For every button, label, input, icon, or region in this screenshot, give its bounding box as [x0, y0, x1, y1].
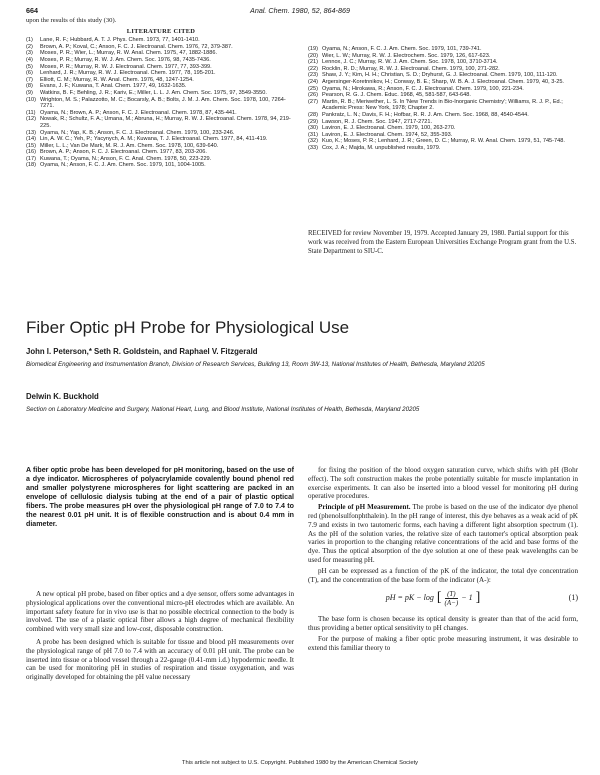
body-paragraph: for fixing the position of the blood oxygen saturation curve, which shifts with pH (Bohr effect). The soft construction makes the probe potentially suitable for muscle implantation in exercise experiments. It can also be inserted into a blood vessel for monitoring pH during operative procedures.	[308, 466, 578, 501]
reference-text: Watkins, B. F.; Behling, J. R.; Kariv, E.; Miller, L. L. J. Am. Chem. Soc. 1975, 97, 3549-3550.	[40, 89, 267, 96]
body-paragraph: pH can be expressed as a function of the pK of the indicator, the total dye concentration (T), and the concentration of the base form of the indicator (A-):	[308, 566, 578, 584]
reference-number: (5)	[26, 63, 33, 70]
reference-text: Oyama, N.; Anson, F. C. J. Am. Chem. Soc. 1979, 101, 739-741.	[322, 46, 482, 52]
reference-number: (28)	[308, 111, 318, 118]
reference-item	[26, 64, 296, 71]
section-text: The probe is based on the use of the indicator dye phenol red (phenolsulfonphthalein). In the pH range of interest, this dye behaves as a weak acid of pK 7.9 and exists in two tautomeric forms, each having a different light absorption spectrum (1). As the pH of the solution varies, the relative size of each tautomer's optical absorption peak varies in proportion to the changing relative concentrations of the acid and base forms of the dye. Thus the optical absorption of the dye solution at one of these peak wavelengths can be used for measuring pH.	[308, 503, 578, 564]
reference-item	[308, 59, 578, 66]
lead-text: upon the results of this study (30).	[26, 17, 117, 24]
reference-number: (29)	[308, 118, 318, 125]
reference-number: (33)	[308, 144, 318, 151]
literature-cited-heading: LITERATURE CITED	[126, 27, 196, 35]
reference-item	[26, 136, 296, 143]
reference-item	[308, 99, 578, 112]
reference-text: Lennox, J. C.; Murray, R. W. J. Am. Chem. Soc. 1978, 100, 3710-3714.	[322, 59, 498, 66]
equation-number: (1)	[568, 593, 578, 603]
reference-item	[26, 83, 296, 90]
reference-text: Laviron, E. J. Electroanal. Chem. 1979, 100, 263-270.	[322, 125, 456, 132]
reference-item	[26, 149, 296, 156]
page-number: 664	[26, 6, 38, 15]
reference-number: (12)	[26, 116, 36, 123]
reference-text: Kuwana, T.; Oyama, N.; Anson, F. C. Anal. Chem. 1978, 50, 223-229.	[40, 155, 212, 162]
reference-item	[26, 70, 296, 77]
reference-number: (16)	[26, 149, 36, 156]
reference-item	[308, 66, 578, 73]
section-heading: Principle of pH Measurement.	[318, 503, 411, 512]
reference-item	[308, 132, 578, 139]
reference-item	[308, 112, 578, 119]
reference-text: Argersinger-Koretnnikov, H.; Conway, B. E.; Sharp, W. B. A. J. Electroanal. Chem. 1979, 40, 3-25.	[322, 78, 564, 85]
reference-text: Lenhard, J. R.; Murray, R. W. J. Electroanal. Chem. 1977, 78, 195-201.	[40, 70, 216, 77]
reference-text: Lane, R. F.; Hubbard, A. T. J. Phys. Chem. 1973, 77, 1401-1410.	[40, 37, 200, 44]
reference-number: (21)	[308, 59, 318, 66]
reference-number: (24)	[308, 78, 318, 85]
reference-text: Lawson, R. J. Chem. Soc. 1947, 2717-2721.	[322, 118, 433, 125]
reference-number: (2)	[26, 43, 33, 50]
affiliation-primary: Biomedical Engineering and Instrumentation Branch, Division of Research Services, Building 13, Room 3W-13, National Institutes of Health, Bethesda, Maryland 20205	[26, 361, 485, 368]
body-paragraph	[308, 503, 578, 565]
body-paragraph: The base form is chosen because its optical density is greater than that of the acid form, thus providing a better optical sensitivity to pH changes.	[308, 615, 578, 633]
reference-item	[308, 86, 578, 93]
reference-number: (31)	[308, 131, 318, 138]
reference-text: Elliott, C. M.; Murray, R. W. Anal. Chem. 1976, 48, 1247-1254.	[40, 76, 194, 83]
reference-text: Nowak, R.; Schultz, F. A.; Umana, M.; Abruna, H.; Murray, R. W. J. Electroanal. Chem. 1978, 94, 219-225.	[40, 116, 291, 129]
references-right-column	[308, 46, 578, 152]
reference-text: Moses, P. R.; Murray, R. W. J. Electroanal. Chem. 1977, 77, 393-399.	[40, 63, 212, 70]
reference-item	[26, 50, 296, 57]
reference-number: (17)	[26, 155, 36, 162]
reference-text: Oyama, N.; Anson, F. C. J. Am. Chem. Soc. 1979, 101, 1004-1005.	[40, 162, 206, 169]
reference-item	[26, 44, 296, 51]
reference-text: Pearson, R. G. J. Chem. Educ. 1968, 45, 581-587, 643-648.	[322, 92, 471, 99]
reference-number: (27)	[308, 98, 318, 105]
reference-item	[26, 130, 296, 137]
reference-item	[308, 46, 578, 53]
reference-item	[26, 90, 296, 97]
reference-number: (22)	[308, 65, 318, 72]
abstract: A fiber optic probe has been developed for pH monitoring, based on the use of a dye indicator. Microspheres of polyacrylamide covalently bound phenol red and smaller polystyrene microspheres for light scattering are packed in an envelope of cellulosic dialysis tubing at the end of a pair of plastic optical fibers. The probe measures pH over the physiological pH range of 7.0 to 7.4 to the nearest 0.01 pH unit. It is of flexible construction and is about 0.4 mm in diameter.	[26, 466, 294, 528]
authors-secondary: Delwin K. Buckhold	[26, 392, 99, 401]
reference-text: Lin, A. W. C.; Yeh, P.; Yacynych, A. M.; Kuwana, T. J. Electroanal. Chem. 1977, 84, 411-419.	[40, 136, 268, 143]
affiliation-secondary: Section on Laboratory Medicine and Surgery, National Heart, Lung, and Blood Institute, National Institutes of Health, Bethesda, Maryland 20205	[26, 406, 420, 413]
reference-number: (32)	[308, 138, 318, 145]
reference-text: Moses, P. R.; Murray, R. W. J. Am. Chem. Soc. 1976, 98, 7435-7436.	[40, 56, 211, 63]
reference-number: (3)	[26, 50, 33, 57]
reference-item	[308, 79, 578, 86]
reference-text: Oyama, N.; Yap, K. B.; Anson, F. C. J. Electroanal. Chem. 1979, 100, 233-246.	[40, 129, 235, 136]
equation-1	[308, 590, 578, 607]
reference-item	[308, 145, 578, 152]
reference-item	[308, 72, 578, 79]
reference-text: Martin, R. B.; Meriwether, L. S. In 'New Trends in Bio-Inorganic Chemistry'; Williams, R. J. P., Ed.; Academic Press: New York, 1978; Chapter 2.	[322, 98, 563, 112]
reference-item	[26, 110, 296, 117]
equation-lhs: pH = pK − log	[385, 593, 434, 603]
reference-text: Brown, A. P.; Koval, C.; Anson, F. C. J. Electroanal. Chem. 1976, 72, 379-387.	[40, 43, 233, 50]
reference-text: Oyama, N.; Hirokawa, R.; Anson, F. C. J. Electroanal. Chem. 1979, 100, 221-234.	[322, 85, 524, 92]
reference-item	[26, 57, 296, 64]
body-right-column	[308, 466, 578, 655]
reference-number: (14)	[26, 136, 36, 143]
authors-primary: John I. Peterson,* Seth R. Goldstein, and Raphael V. Fitzgerald	[26, 347, 258, 356]
reference-number: (15)	[26, 142, 36, 149]
references-left-column	[26, 18, 296, 169]
body-paragraph: For the purpose of making a fiber optic probe measuring instrument, it was desirable to extend this familiar theory to	[308, 634, 578, 652]
reference-item	[26, 162, 296, 169]
reference-number: (1)	[26, 37, 33, 44]
reference-number: (6)	[26, 70, 33, 77]
reference-number: (19)	[308, 46, 318, 52]
reference-number: (20)	[308, 52, 318, 59]
reference-item	[308, 119, 578, 126]
reference-item	[26, 37, 296, 44]
reference-number: (23)	[308, 72, 318, 79]
equation-minus-one: − 1	[461, 593, 473, 603]
reference-number: (11)	[26, 109, 36, 116]
reference-number: (26)	[308, 92, 318, 99]
reference-item	[308, 53, 578, 60]
equation-denominator: (A−)	[444, 599, 459, 608]
reference-text: Evans, J. F.; Kuwana, T. Anal. Chem. 1977, 49, 1632-1635.	[40, 83, 187, 90]
reference-number: (25)	[308, 85, 318, 92]
reference-text: Pankratz, L. N.; Davis, F. H.; Hofbar, R. R. J. Am. Chem. Soc. 1968, 88, 4540-4544.	[322, 111, 529, 118]
reference-text: Miller, L. L.; Van De Mark, M. R. J. Am. Chem. Soc. 1978, 100, 639-640.	[40, 142, 219, 149]
reference-item	[308, 125, 578, 132]
reference-number: (18)	[26, 162, 36, 169]
reference-text: Rocklin, R. D.; Murray, R. W. J. Electroanal. Chem. 1979, 100, 271-282.	[322, 65, 500, 72]
reference-list	[26, 37, 296, 169]
reference-number: (4)	[26, 56, 33, 63]
reference-number: (8)	[26, 83, 33, 90]
reference-item	[26, 116, 296, 129]
copyright-footer: This article not subject to U.S. Copyright. Published 1980 by the American Chemical Society	[181, 760, 419, 766]
reference-number: (10)	[26, 96, 36, 103]
equation-numerator: (T)	[447, 590, 456, 599]
reference-text: Wier, L. W.; Murray, R. W. J. Electrochem. Soc. 1979, 126, 617-623.	[322, 52, 491, 59]
article-title: Fiber Optic pH Probe for Physiological Use	[26, 318, 350, 337]
body-paragraph: A new optical pH probe, based on fiber optics and a dye sensor, offers some advantages in physiological applications over the conventional micro-pH electrodes which are available. An important safety feature for in vivo use is that no possible electrical connection to the body is involved. The use of a plastic optical fiber allows a high degree of mechanical flexibility combined with very small size and low-cost, disposable construction.	[26, 590, 294, 634]
journal-citation: Anal. Chem. 1980, 52, 864-869	[250, 6, 350, 15]
reference-item	[26, 77, 296, 84]
reference-item	[26, 97, 296, 110]
reference-text: Laviron, E. J. Electroanal. Chem. 1974, 52, 355-393.	[322, 131, 453, 138]
reference-text: Shaw, J. Y.; Kim, H. H.; Christian, S. D.; Dryhurst, G. J. Electroanal. Chem. 1979, 100, 111-120.	[322, 72, 558, 79]
body-paragraph: A probe has been designed which is suitable for tissue and blood pH measurements over the physiological range of pH 7.0 to 7.4 with an accuracy of 0.01 pH unit. The probe can be inserted into tissue or a blood vessel through a 22-gauge (0.41-mm i.d.) hypodermic needle. It can be used for monitoring pH in studies of respiration and tissue oxygenation, and was originally developed for obtaining the pH value necessary	[26, 637, 294, 682]
paren-close: ]	[475, 590, 481, 606]
reference-text: Cox, J. A.; Majda, M. unpublished results, 1979.	[322, 144, 441, 151]
reference-item	[26, 156, 296, 163]
reference-list	[308, 46, 578, 152]
reference-item	[308, 138, 578, 145]
paren-open: [	[436, 590, 442, 606]
reference-text: Brown, A. P.; Anson, F. C. J. Electroanal. Chem. 1977, 83, 203-206.	[40, 149, 207, 156]
reference-item	[308, 92, 578, 99]
received-note: RECEIVED for review November 19, 1979. Accepted January 29, 1980. Partial support for this work was received from the Eastern European Universities Exchange Program grant from the U.S. State Department to SIU-C.	[308, 230, 577, 255]
reference-number: (13)	[26, 129, 36, 136]
reference-text: Moses, P. R.; Wier, L.; Murray, R. W. Anal. Chem. 1975, 47, 1882-1886.	[40, 50, 218, 57]
reference-text: Oyama, N.; Brown, A. P.; Anson, F. C. J. Electroanal. Chem. 1978, 87, 435-441.	[40, 109, 237, 116]
reference-number: (7)	[26, 76, 33, 83]
reference-text: Kuo, K.; Moses, P. R.; Lenhard, J. R.; Green, D. C.; Murray, R. W. Anal. Chem. 1979, 51, 745-748.	[322, 138, 565, 145]
equation-fraction	[445, 590, 459, 607]
body-left-column	[26, 590, 294, 686]
reference-number: (30)	[308, 125, 318, 132]
reference-number: (9)	[26, 89, 33, 96]
reference-text: Wrighton, M. S.; Palazzotto, M. C.; Bocarsly, A. B.; Bolts, J. M. J. Am. Chem. Soc. 1978, 100, 7264-7271.	[40, 96, 286, 110]
reference-item	[26, 143, 296, 150]
